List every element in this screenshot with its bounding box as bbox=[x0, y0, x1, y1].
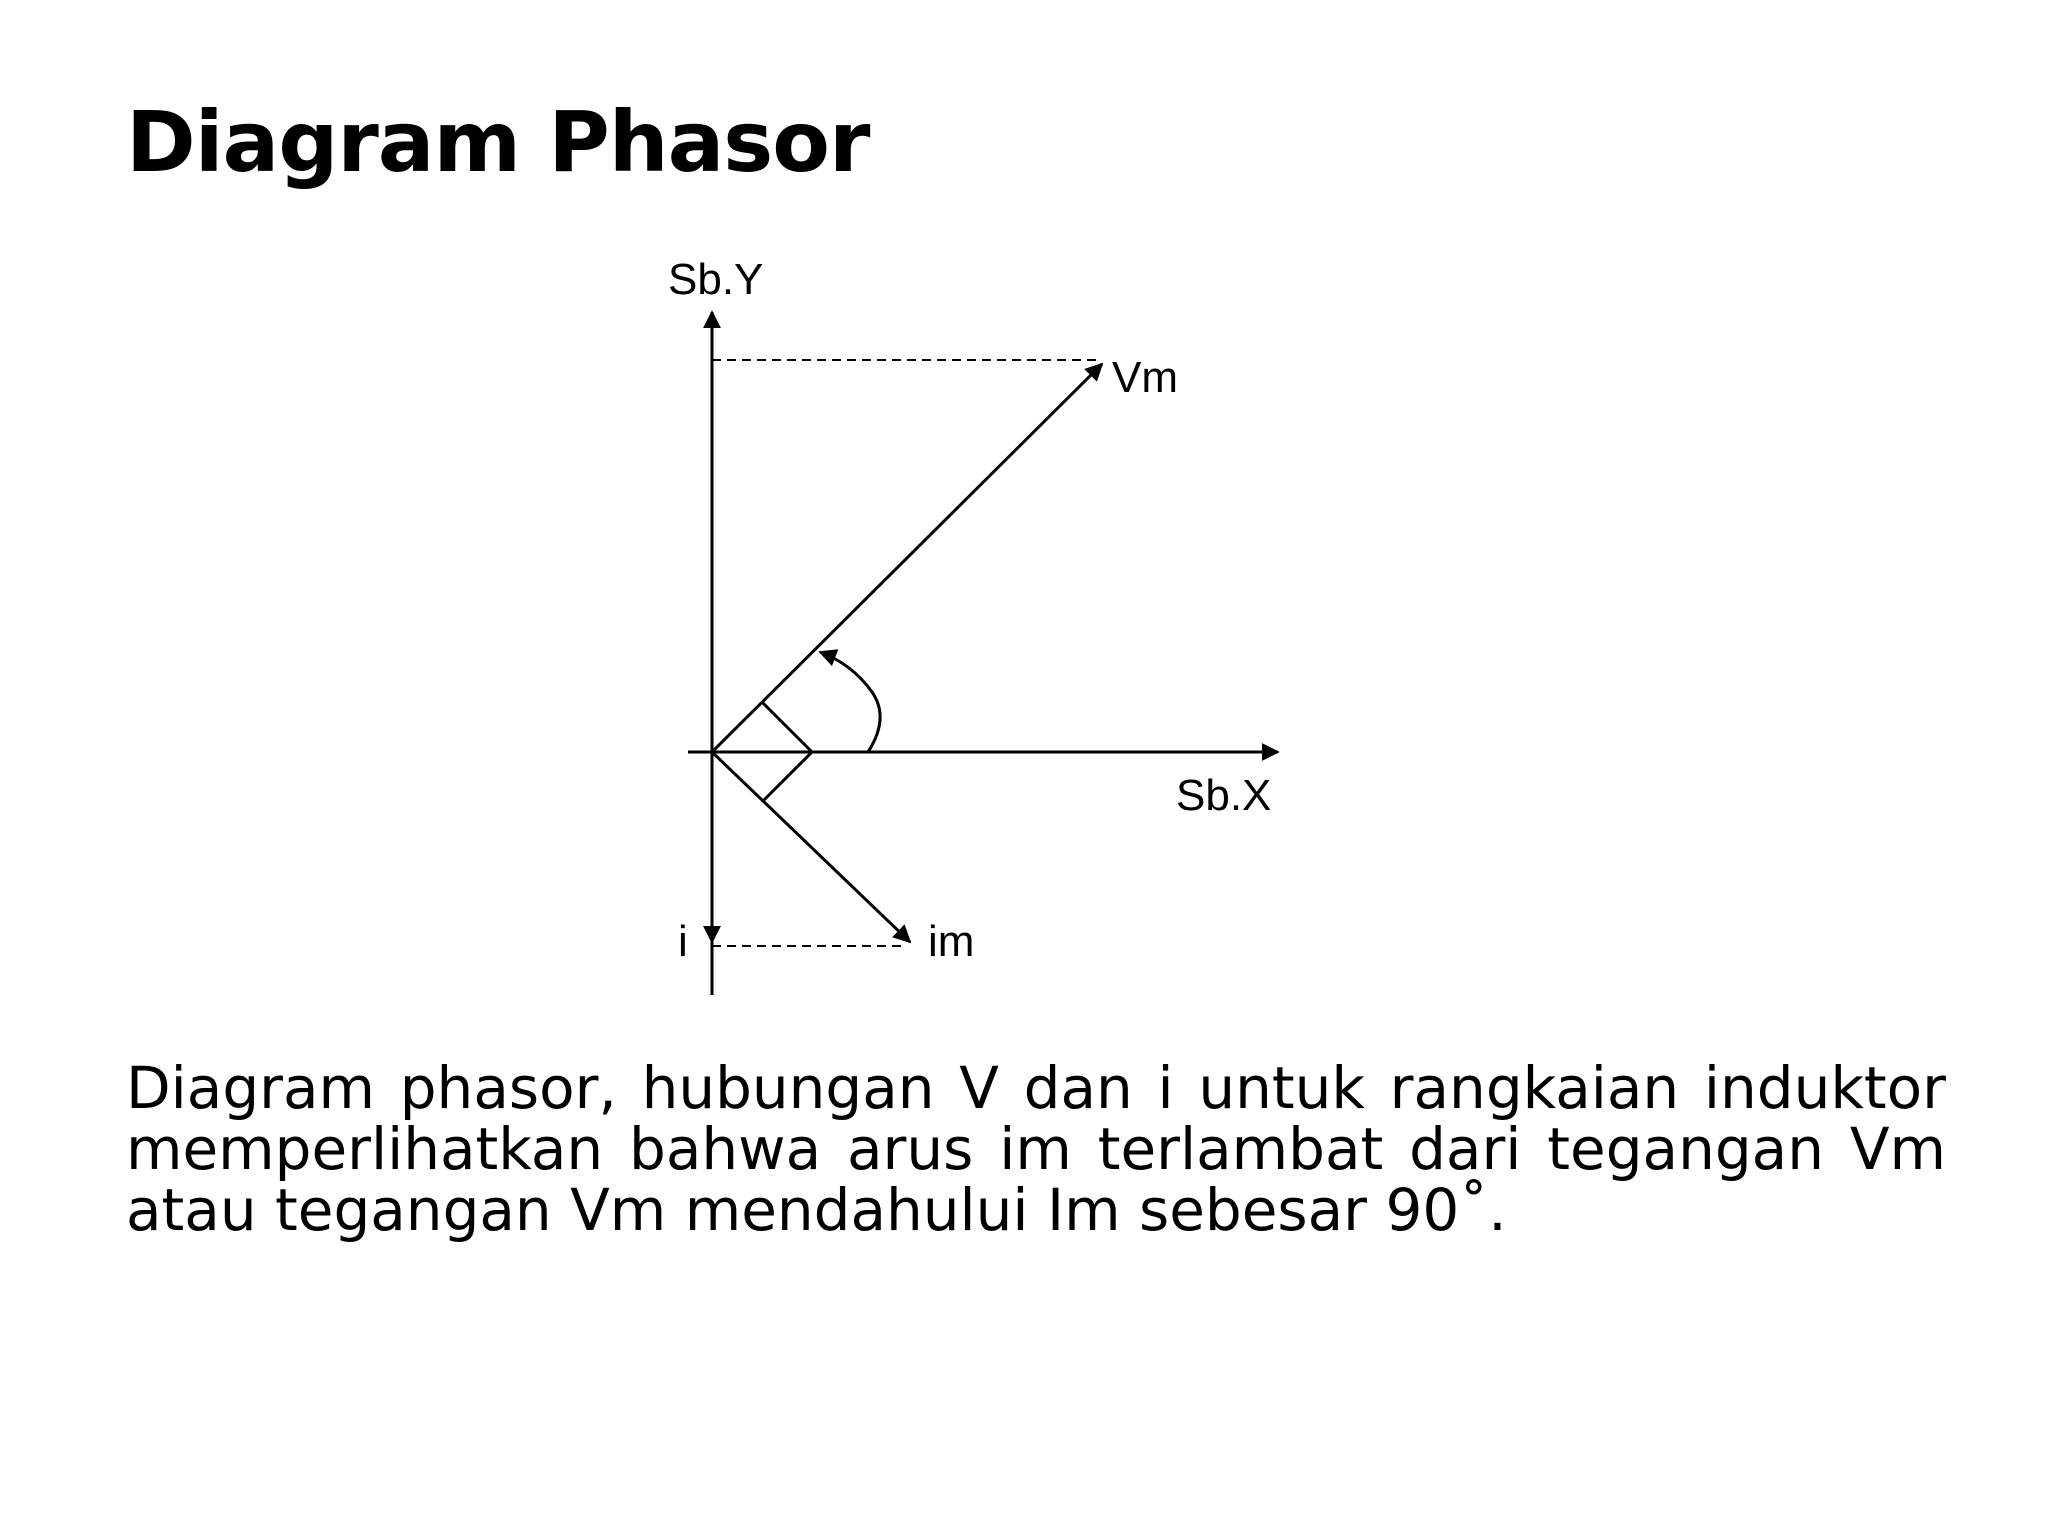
current-label: im bbox=[928, 917, 975, 966]
slide-title: Diagram Phasor bbox=[126, 93, 870, 191]
body-text: Diagram phasor, hubungan V dan i untuk rangkaian induktor memperlihatkan bahwa arus im terlambat dari tegangan Vm atau tegangan Vm mendahului Im sebesar 90˚. bbox=[126, 1054, 1946, 1244]
voltage-phasor bbox=[712, 364, 1102, 752]
x-axis-label: Sb.X bbox=[1176, 771, 1272, 820]
current-phasor bbox=[712, 752, 910, 942]
phase-angle-arc bbox=[820, 652, 880, 752]
voltage-label: Vm bbox=[1112, 353, 1178, 402]
current-axis-label: i bbox=[678, 917, 688, 966]
y-axis-label: Sb.Y bbox=[668, 255, 764, 304]
